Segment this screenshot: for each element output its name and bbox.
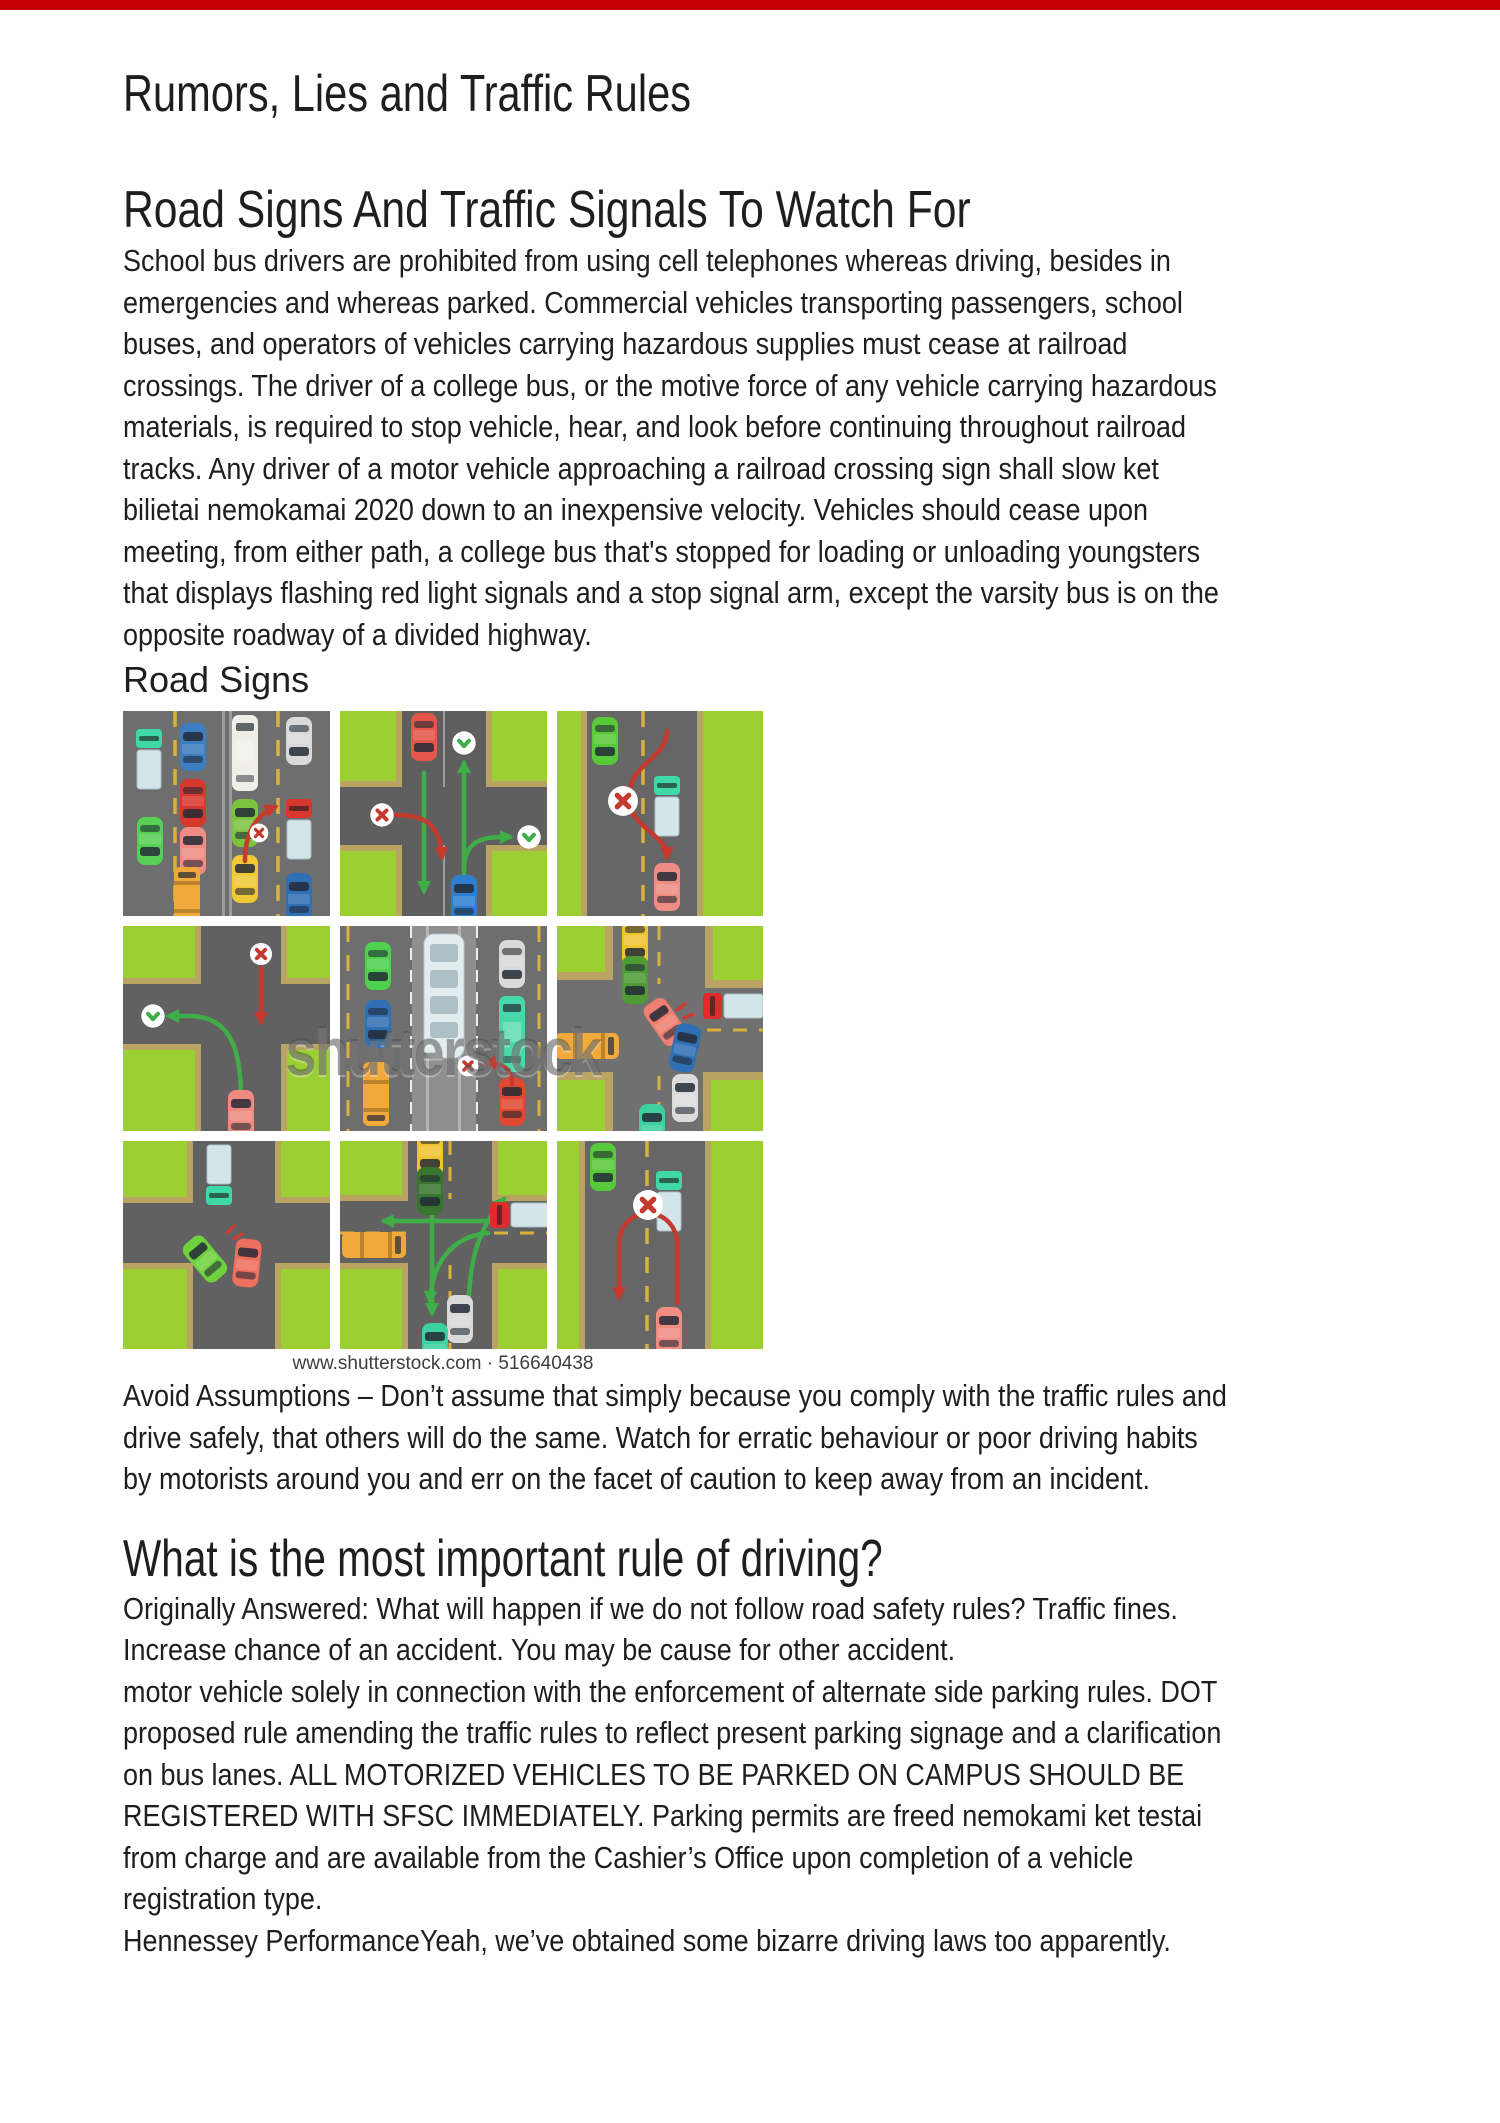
closing-line: Hennessey PerformanceYeah, we’ve obtained some bizarre driving laws too apparently. xyxy=(123,1922,1171,1958)
tram xyxy=(424,934,464,1058)
answer-paragraph xyxy=(123,1588,1440,1671)
text-line: that displays flashing red light signals and a stop signal arm, except the varsity bus is on the xyxy=(123,575,1219,610)
tile-no-u-turn xyxy=(557,1141,763,1349)
text-line: registration type. xyxy=(123,1881,323,1916)
tile-intersection-crash xyxy=(555,918,763,1152)
tile-crossroad-arrows xyxy=(340,711,547,923)
image-caption: www.shutterstock.com · 516640438 xyxy=(292,1353,594,1374)
text-line: materials, is required to stop vehicle, hear, and look before continuing throughout railroad xyxy=(123,409,1186,444)
tile-permitted-turns xyxy=(340,1129,550,1349)
text-line: drive safely, that others will do the same. Watch for erratic behaviour or poor driving habits xyxy=(123,1419,1198,1455)
text-line: buses, and operators of vehicles carrying hazardous supplies must cease at railroad xyxy=(123,326,1128,361)
tile-no-weaving xyxy=(557,711,763,916)
shutterstock-watermark: shutterstock xyxy=(285,1014,601,1090)
text-line: opposite roadway of a divided highway. xyxy=(123,616,592,652)
article-content xyxy=(0,64,1500,1961)
text-line: Originally Answered: What will happen if we do not follow road safety rules? Traffic fines. xyxy=(123,1590,1178,1626)
tile-right-of-way xyxy=(123,1141,330,1349)
text-line: meeting, from either path, a college bus that's stopped for loading or unloading youngsters xyxy=(123,533,1201,569)
text-line: Avoid Assumptions – Don’t assume that simply because you comply with the traffic rules and xyxy=(123,1378,1227,1413)
text-line: crossings. The driver of a college bus, or the motive force of any vehicle carrying hazardous xyxy=(123,367,1217,403)
page-title: Rumors, Lies and Traffic Rules xyxy=(123,65,691,123)
tile-tram-lane xyxy=(340,926,547,1131)
tile-multilane-road xyxy=(123,711,330,931)
text-line: from charge and are available from the Cashier’s Office upon completion of a vehicle xyxy=(123,1839,1134,1875)
text-line: REGISTERED WITH SFSC IMMEDIATELY. Parking permits are freed nemokami ket testai xyxy=(123,1798,1203,1833)
parking-paragraph xyxy=(123,1671,1440,1920)
text-line: by motorists around you and err on the facet of caution to keep away from an incident. xyxy=(123,1461,1150,1496)
intro-paragraph xyxy=(123,240,1440,655)
avoid-assumptions-paragraph xyxy=(123,1375,1440,1500)
text-line: proposed rule amending the traffic rules to reflect present parking signage and a clarification xyxy=(123,1715,1222,1750)
text-line: emergencies and whereas parked. Commercial vehicles transporting passengers, school xyxy=(123,284,1183,320)
road-signs-figure xyxy=(123,711,763,1375)
traffic-grid-illustration xyxy=(123,711,763,1349)
text-line: motor vehicle solely in connection with the enforcement of alternate side parking rules. DOT xyxy=(123,1673,1218,1709)
text-line: bilietai nemokamai 2020 down to an inexpensive velocity. Vehicles should cease upon xyxy=(123,492,1149,527)
question-heading: What is the most important rule of driving? xyxy=(123,1529,883,1588)
text-line: tracks. Any driver of a motor vehicle approaching a railroad crossing sign shall slow ket xyxy=(123,450,1159,486)
page-subtitle: Road Signs And Traffic Signals To Watch For xyxy=(123,181,971,239)
top-accent-bar xyxy=(0,0,1500,10)
road-signs-label: Road Signs xyxy=(123,659,310,700)
text-line: Increase chance of an accident. You may be cause for other accident. xyxy=(123,1632,956,1667)
text-line: on bus lanes. ALL MOTORIZED VEHICLES TO BE PARKED ON CAMPUS SHOULD BE xyxy=(123,1756,1185,1792)
tile-left-turn xyxy=(123,926,330,1138)
text-line: School bus drivers are prohibited from using cell telephones whereas driving, besides in xyxy=(123,243,1171,278)
